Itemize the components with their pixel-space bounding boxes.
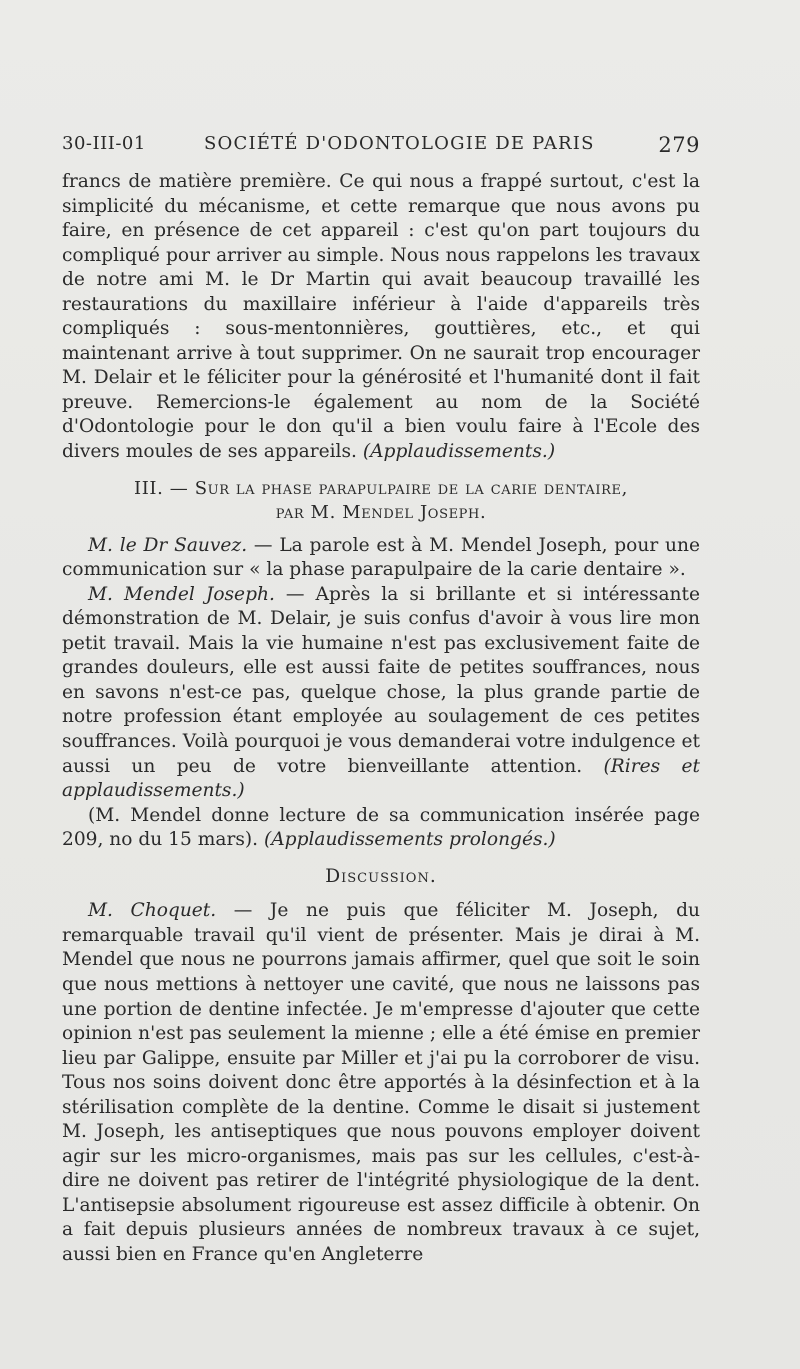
paragraph-3: [62, 583, 700, 804]
paragraph-4-text: (M. Mendel donne lecture de sa communication insérée page 209, no du 15 mars).: [62, 804, 700, 851]
paragraph-2-text: — La parole est à M. Mendel Joseph, pour une communication sur « la phase parapulpaire de la carie dentaire ».: [62, 534, 700, 581]
page-number: 279: [658, 133, 700, 157]
section-heading-line-2: par M. Mendel Joseph.: [275, 502, 487, 524]
paragraph-1: [62, 170, 700, 465]
speaker-mendel-joseph: M. Mendel Joseph.: [88, 583, 275, 605]
running-header: [62, 131, 700, 161]
section-heading-line-1: III. — Sur la phase parapulpaire de la carie dentaire,: [134, 477, 628, 499]
speaker-choquet: M. Choquet.: [88, 900, 217, 922]
discussion-heading: Discussion.: [325, 865, 437, 887]
paragraph-4-applause: (Applaudissements prolongés.): [263, 829, 556, 851]
paragraph-1-text: francs de matière première. Ce qui nous a frappé surtout, c'est la simplicité du mécanisme, et cette remarque que nous avons pu faire, en présence de cet appareil : c'est qu'on part toujours du compliqué pour arriver au simple. Nous nous rappelons les travaux de notre ami M. le Dr Martin qui avait beaucoup travaillé les restaurations du maxillaire inférieur à l'aide d'appareils très compliqués : sous-mentonnières, gouttières, etc., et qui maintenant arrive à tout supprimer. On ne saurait trop encourager M. Delair et le féliciter pour la générosité et l'humanité dont il fait preuve. Remercions-le également au nom de la Société d'Odontologie pour le don qu'il a bien voulu faire à l'Ecole des divers moules de ses appareils.: [62, 171, 700, 463]
speaker-sauvez: M. le Dr Sauvez.: [88, 534, 248, 556]
paragraph-5-text: — Je ne puis que féliciter M. Joseph, du remarquable travail qu'il vient de présenter. Mais je dirai à M. Mendel que nous ne pourrons jamais affirmer, quel que soit le soin que nous mettions à nettoyer une cavité, que nous ne laissons pas une portion de dentine infectée. Je m'empresse d'ajouter que cette opinion n'est pas seulement la mienne ; elle a été émise en premier lieu par Galippe, ensuite par Miller et j'ai pu la corroborer de visu. Tous nos soins doivent donc être apportés à la désinfection et à la stérilisation complète de la dentine. Comme le disait si justement M. Joseph, les antiseptiques que nous pouvons employer doivent agir sur les micro-organismes, mais pas sur les cellules, c'est-à-dire ne doivent pas retirer de l'intégrité physiologique de la dent. L'antisepsie absolument rigoureuse est assez difficile à obtenir. On a fait depuis plusieurs années de nombreux travaux à ce sujet, aussi bien en France qu'en Angleterre: [62, 900, 700, 1265]
header-title: SOCIÉTÉ D'ODONTOLOGIE DE PARIS: [204, 133, 595, 154]
page-body: [62, 170, 700, 1268]
paragraph-4: [62, 804, 700, 853]
paragraph-2: [62, 534, 700, 583]
header-date: 30-III-01: [62, 133, 146, 154]
paragraph-3-text: — Après la si brillante et si intéressante démonstration de M. Delair, je suis confus d'avoir à vous lire mon petit travail. Mais la vie humaine n'est pas exclusivement faite de grandes douleurs, elle est aussi faite de petites souffrances, nous en savons n'est-ce pas, quelque chose, la plus grande partie de notre profession étant employée au soulagement de ces petites souffrances. Voilà pourquoi je vous demanderai votre indulgence et aussi un peu de votre bienveillante attention.: [62, 583, 700, 777]
paragraph-1-applause: (Applaudissements.): [362, 441, 556, 463]
paragraph-5: [62, 899, 700, 1267]
paragraph-3-applause: (Rires et applaudissements.): [62, 755, 701, 802]
